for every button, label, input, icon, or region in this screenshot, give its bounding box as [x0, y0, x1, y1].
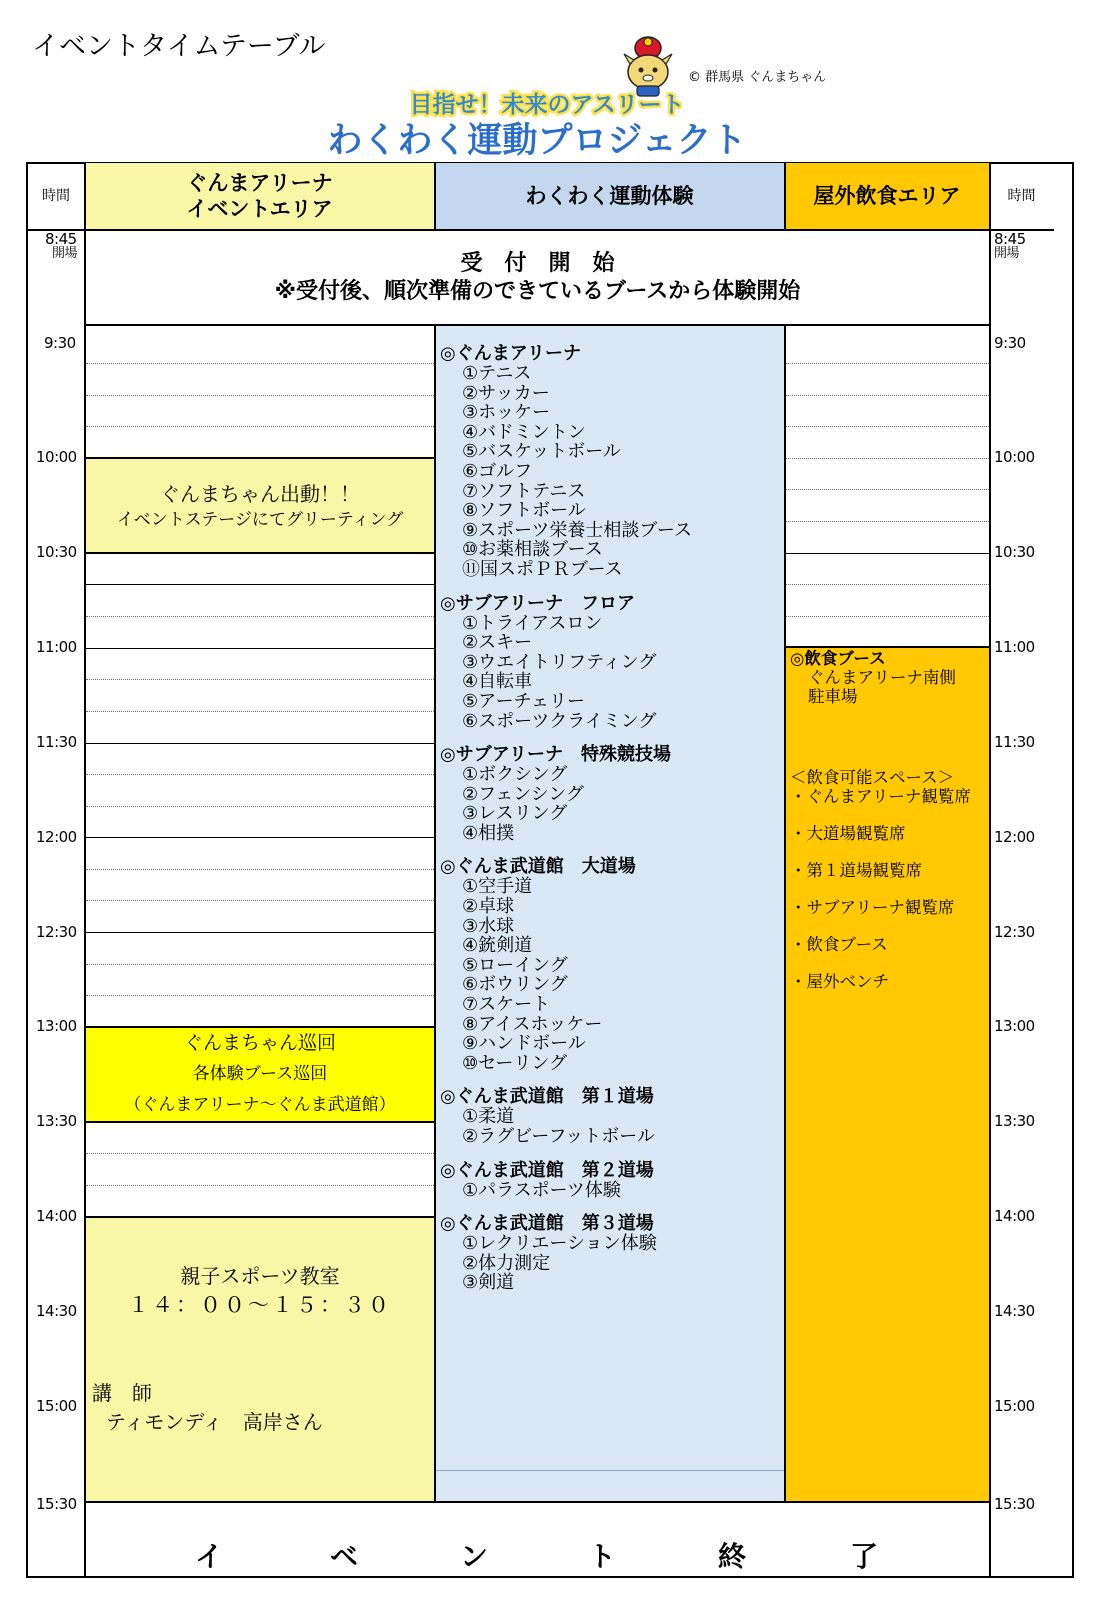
grid-dotted-line [86, 869, 434, 870]
reception-note: ※受付後、順次準備のできているブースから体験開始 [274, 278, 801, 304]
venue-group [440, 1161, 780, 1201]
sport-item: ⑦ソフトテニス [462, 480, 586, 502]
venue-title: ◎ぐんま武道館 第１道場 [440, 1086, 654, 1108]
food-booth-location-1: ぐんまアリーナ南側 [808, 668, 956, 687]
time-1330: 13:30 [994, 1112, 1035, 1130]
venue-title: ◎サブアリーナ 特殊競技場 [440, 744, 671, 766]
dining-space-label: 第１道場観覧席 [806, 861, 922, 880]
food-space-list [790, 787, 986, 992]
greeting-bottom-line [86, 552, 434, 554]
sport-item: ④銃剣道 [462, 935, 533, 957]
venue-group [440, 745, 780, 843]
sport-item: ③ウエイトリフティング [462, 651, 657, 673]
grid-dotted-line [86, 426, 434, 427]
header-arena-line2: イベントエリア [186, 197, 333, 221]
time-1530: 15:30 [36, 1495, 77, 1513]
time-col-divider-right [989, 162, 991, 1578]
sport-item: ①ボクシング [462, 764, 568, 786]
sport-item: ⑨ハンドボール [462, 1033, 586, 1055]
dining-space-label: 屋外ベンチ [806, 972, 889, 991]
time-open-label: 開場 [994, 246, 1020, 261]
time-1400: 14:00 [36, 1207, 77, 1225]
sport-item: ③水球 [462, 915, 515, 937]
food-area [790, 648, 986, 1009]
sport-item: ②フェンシング [462, 783, 584, 805]
sport-item: ①パラスポーツ体験 [462, 1179, 621, 1201]
sport-item: ④自転車 [462, 671, 533, 693]
reception-bottom-line [85, 324, 990, 326]
tour-detail: 各体験ブース巡回 [192, 1064, 328, 1084]
venue-title: ◎ぐんま武道館 大道場 [440, 856, 636, 878]
sport-item: ①トライアスロン [462, 612, 603, 634]
sport-item: ⑥スポーツクライミング [462, 710, 657, 732]
grid-dotted-line [86, 995, 434, 996]
dining-space-item [790, 861, 986, 881]
time-open: 8:45 [45, 230, 77, 248]
sport-item: ⑦スケート [462, 994, 551, 1016]
sport-item: ③剣道 [462, 1272, 515, 1294]
time-1330: 13:30 [36, 1112, 77, 1130]
bullet-icon: ・ [790, 787, 807, 806]
col-divider [434, 162, 436, 230]
grid-dotted-line [86, 806, 434, 807]
sport-item: ⑧ソフトボール [462, 500, 586, 522]
sport-item: ⑥ゴルフ [462, 460, 533, 482]
sport-item: ⑩セーリング [462, 1052, 568, 1074]
header-outdoor-food: 屋外飲食エリア [785, 163, 989, 229]
col-divider [784, 162, 786, 230]
col-divider [784, 325, 786, 1502]
venue-group [440, 344, 780, 580]
dining-space-label: ぐんまアリーナ観覧席 [806, 787, 971, 806]
time-1030: 10:30 [36, 543, 77, 561]
copyright-notice: © 群馬県 ぐんまちゃん [688, 70, 827, 85]
end-char: ト [588, 1540, 617, 1573]
grid-dotted-line [86, 774, 434, 775]
food-booth-title: ◎飲食ブース [790, 649, 886, 668]
grid-dotted-line [86, 964, 434, 965]
greeting-title: ぐんまちゃん出動！！ [160, 481, 360, 506]
sport-item: ⑨スポーツ栄養士相談ブース [462, 519, 692, 541]
grid-dotted-line [786, 395, 989, 396]
time-1200: 12:00 [36, 828, 77, 846]
end-char: ン [460, 1540, 489, 1573]
venue-title: ◎ぐんまアリーナ [440, 343, 581, 364]
time-1030: 10:30 [994, 543, 1035, 561]
venue-title: ◎サブアリーナ フロア [440, 592, 635, 614]
end-char: イ [195, 1540, 224, 1573]
sport-item: ⑤ローイング [462, 954, 568, 976]
col-divider [434, 325, 436, 1502]
time-1300: 13:00 [36, 1017, 77, 1035]
end-char: 終 [718, 1540, 747, 1573]
time-open-label: 開場 [52, 246, 78, 261]
header-time-left: 時間 [42, 188, 70, 204]
end-char: 了 [850, 1540, 879, 1573]
dining-space-item [790, 787, 986, 807]
sport-item: ②体力測定 [462, 1252, 551, 1274]
document-title: イベントタイムテーブル [32, 31, 326, 62]
greeting-event [86, 459, 434, 552]
time-1000: 10:00 [36, 448, 77, 466]
time-1400: 14:00 [994, 1207, 1035, 1225]
grid-dotted-line [86, 679, 434, 680]
greeting-detail: イベントステージにてグリーティング [116, 509, 404, 530]
class-time: １４：００～１５：３０ [128, 1293, 392, 1317]
sport-item: ②サッカー [462, 382, 550, 404]
grid-dotted-line [86, 711, 434, 712]
reception-row [86, 231, 989, 324]
dining-space-label: サブアリーナ観覧席 [806, 898, 955, 917]
sport-item: ⑤アーチェリー [462, 690, 586, 712]
bullet-icon: ・ [790, 824, 807, 843]
time-1230: 12:30 [36, 923, 77, 941]
grid-line [86, 648, 434, 649]
grid-dotted-line [86, 1185, 434, 1186]
sport-item: ④相撲 [462, 822, 515, 844]
sport-item: ③レスリング [462, 803, 568, 825]
time-open: 8:45 [994, 230, 1026, 248]
time-1230: 12:30 [994, 923, 1035, 941]
time-1100: 11:00 [36, 638, 77, 656]
time-1430: 14:30 [36, 1302, 77, 1320]
sport-item: ③ホッケー [462, 402, 551, 424]
svg-text:目指せ！未来のアスリート: 目指せ！未来のアスリート [409, 92, 685, 118]
dining-space-item [790, 972, 986, 992]
dining-space-item [790, 824, 986, 844]
dining-space-item [790, 898, 986, 918]
grid-dotted-line [786, 426, 989, 427]
time-1130: 11:30 [994, 733, 1035, 751]
header-arena-event-area [85, 163, 434, 229]
sport-item: ①レクリエーション体験 [462, 1233, 657, 1255]
time-1500: 15:00 [994, 1397, 1035, 1415]
sport-item: ②スキー [462, 632, 533, 654]
sport-item: ⑥ボウリング [462, 974, 568, 996]
sport-item: ①柔道 [462, 1106, 515, 1128]
kids-sports-class [86, 1218, 434, 1501]
time-1300: 13:00 [994, 1017, 1035, 1035]
grid-line [86, 837, 434, 838]
tour-bottom-line [86, 1121, 434, 1123]
sport-item: ①空手道 [462, 876, 533, 898]
time-1530: 15:30 [994, 1495, 1035, 1513]
bullet-icon: ・ [790, 935, 807, 954]
grid-line [436, 1470, 784, 1471]
dining-space-label: 大道場観覧席 [806, 824, 906, 843]
venue-group [440, 1087, 780, 1146]
end-char: ベ [330, 1540, 359, 1573]
tour-event [86, 1028, 434, 1121]
grid-dotted-line [786, 363, 989, 364]
tour-route: （ぐんまアリーナ～ぐんま武道館） [124, 1095, 396, 1115]
grid-line [86, 743, 434, 744]
header-time-right: 時間 [1007, 188, 1036, 204]
time-1430: 14:30 [994, 1302, 1035, 1320]
sport-item: ⑤バスケットボール [462, 441, 621, 463]
grid-dotted-line [86, 1153, 434, 1154]
grid-dotted-line [786, 489, 989, 490]
bullet-icon: ・ [790, 972, 807, 991]
venue-title: ◎ぐんま武道館 第２道場 [440, 1159, 654, 1181]
sport-item: ④バドミントン [462, 421, 586, 443]
bullet-icon: ・ [790, 898, 807, 917]
tour-title: ぐんまちゃん巡回 [183, 1032, 336, 1054]
grid-dotted-line [786, 584, 989, 585]
class-title: 親子スポーツ教室 [180, 1264, 340, 1288]
header-arena-line1: ぐんまアリーナ [186, 171, 333, 195]
svg-text:わくわく運動プロジェクト: わくわく運動プロジェクト [327, 121, 747, 161]
venue-group [440, 1214, 780, 1293]
sport-item: ⑧アイスホッケー [462, 1013, 603, 1035]
time-1200: 12:00 [994, 828, 1035, 846]
sport-item: ⑪国スポＰＲブース [462, 558, 623, 580]
sport-item: ②ラグビーフットボール [462, 1126, 655, 1147]
grid-dotted-line [86, 616, 434, 617]
grid-dotted-line [786, 521, 989, 522]
reception-title: 受 付 開 始 [460, 250, 615, 276]
grid-dotted-line [786, 458, 989, 459]
grid-dotted-line [86, 363, 434, 364]
grid-dotted-line [86, 900, 434, 901]
grid-line [86, 584, 434, 585]
grid-dotted-line [786, 616, 989, 617]
time-1130: 11:30 [36, 733, 77, 751]
venue-group [440, 594, 780, 732]
sport-item: ①テニス [462, 363, 532, 384]
project-logo [327, 86, 747, 162]
experience-list [440, 344, 780, 1307]
time-0930: 9:30 [994, 334, 1026, 352]
food-booth-location-2: 駐車場 [808, 687, 858, 706]
dining-space-label: 飲食ブース [806, 935, 888, 954]
food-space-title: ＜飲食可能スペース＞ [790, 768, 955, 787]
grid-line [86, 932, 434, 933]
sport-item: ②卓球 [462, 896, 515, 918]
bullet-icon: ・ [790, 861, 807, 880]
time-1500: 15:00 [36, 1397, 77, 1415]
header-experience: わくわく運動体験 [435, 163, 784, 229]
time-1100: 11:00 [994, 638, 1035, 656]
sport-item: ⑩お薬相談ブース [462, 539, 603, 561]
time-1000: 10:00 [994, 448, 1035, 466]
grid-line [786, 553, 989, 554]
instructor-label: 講 師 [92, 1381, 152, 1405]
venue-title: ◎ぐんま武道館 第３道場 [440, 1213, 654, 1235]
time-0930: 9:30 [44, 334, 76, 352]
venue-group [440, 857, 780, 1073]
grid-dotted-line [86, 395, 434, 396]
dining-space-item [790, 935, 986, 955]
instructor-name: ティモンディ 高岸さん [106, 1410, 323, 1434]
